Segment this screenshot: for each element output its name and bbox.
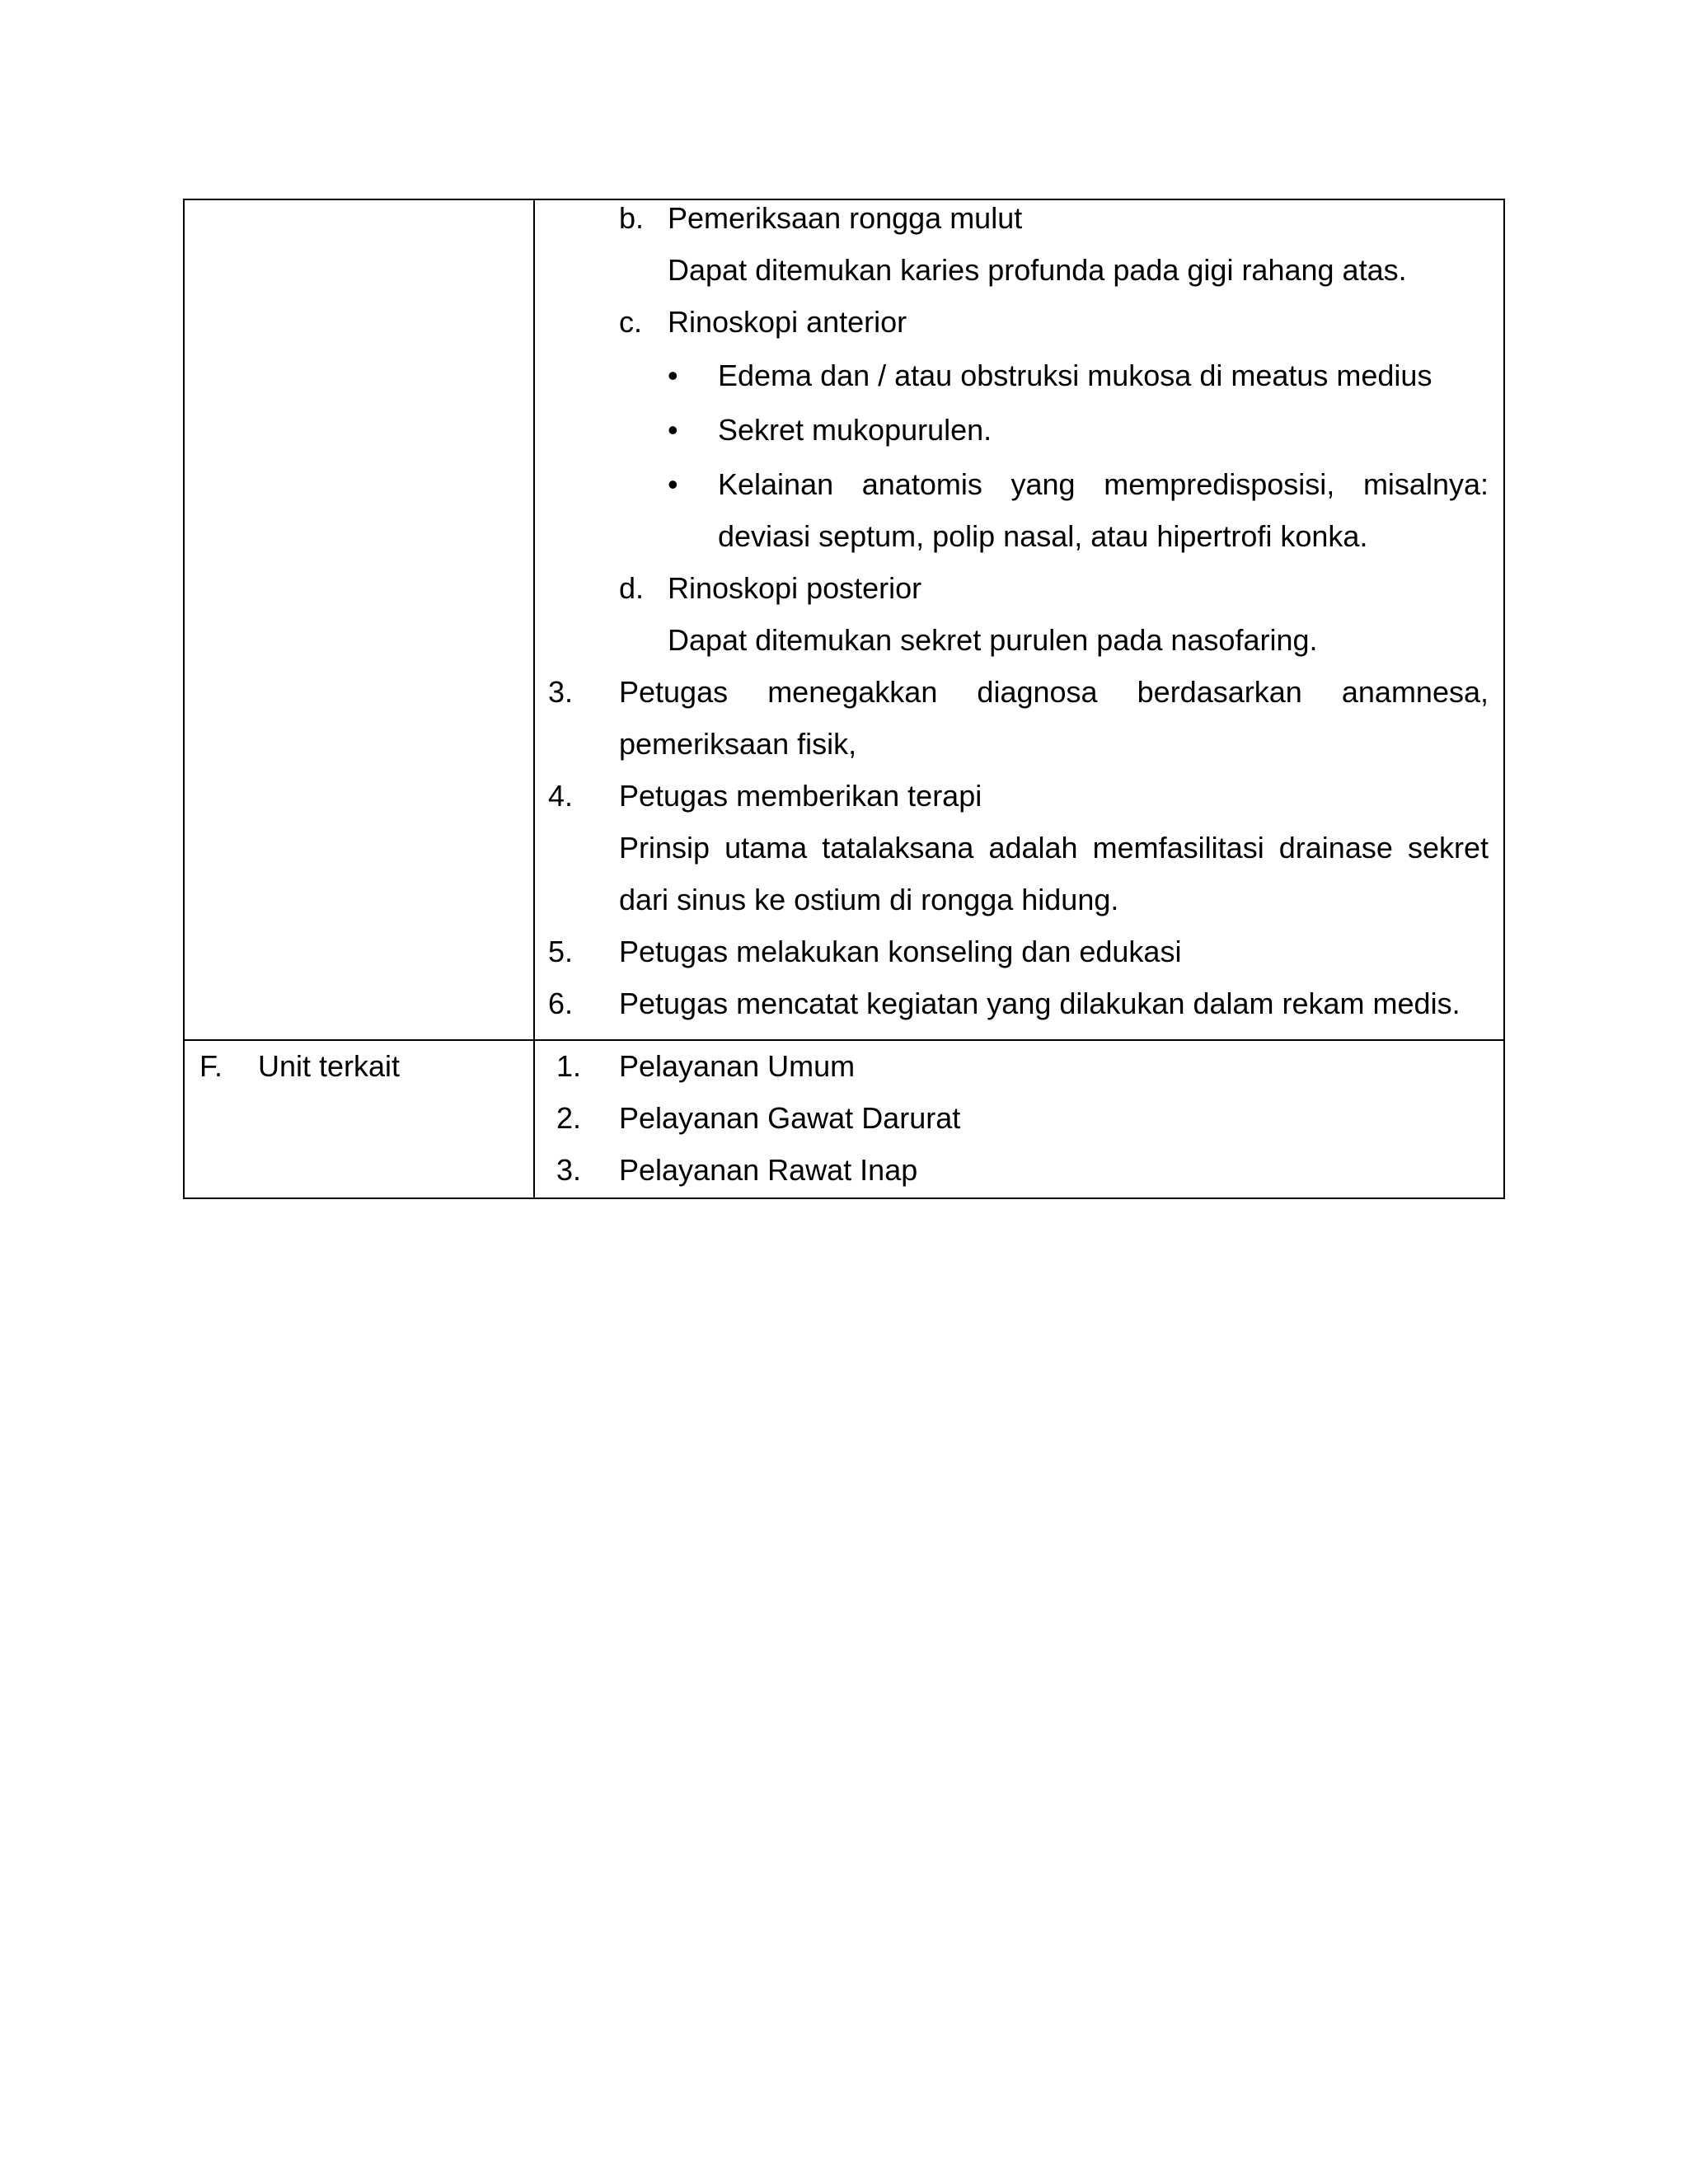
unit-item: Pelayanan Gawat Darurat	[619, 1101, 961, 1135]
exam-d-title: Rinoskopi posterior	[668, 571, 922, 605]
step-3-text-cont: pemeriksaan fisik,	[619, 727, 857, 761]
unit-number: 3.	[556, 1153, 582, 1187]
table-row	[184, 199, 1504, 1040]
exam-c-title: Rinoskopi anterior	[668, 305, 907, 339]
left-cell-empty	[184, 199, 534, 1040]
unit-item: Pelayanan Rawat Inap	[619, 1153, 918, 1187]
table-row	[184, 1040, 1504, 1198]
exam-b-text: Dapat ditemukan karies profunda pada gigi rahang atas.	[668, 253, 1407, 287]
exam-b-title: Pemeriksaan rongga mulut	[668, 201, 1023, 235]
bullet-dot-icon: •	[668, 467, 678, 501]
step-6-number: 6.	[548, 987, 574, 1020]
step-4-text: Prinsip utama tatalaksana adalah memfasilitasi drainase sekret	[619, 831, 1489, 865]
related-units-label-cell	[184, 1040, 534, 1198]
step-5-number: 5.	[548, 935, 574, 968]
exam-c-marker: c.	[619, 305, 643, 339]
exam-c-bullet-1: Edema dan / atau obstruksi mukosa di meatus medius	[718, 359, 1432, 392]
procedure-cell	[534, 199, 1504, 1040]
step-5-text: Petugas melakukan konseling dan edukasi	[619, 935, 1182, 968]
exam-b-marker: b.	[619, 201, 645, 235]
step-4-number: 4.	[548, 779, 574, 813]
sop-table	[183, 199, 1505, 1199]
unit-number: 2.	[556, 1101, 582, 1135]
step-4-text-cont: dari sinus ke ostium di rongga hidung.	[619, 883, 1119, 916]
section-label: Unit terkait	[258, 1049, 401, 1083]
step-3-text: Petugas menegakkan diagnosa berdasarkan anamnesa,	[619, 675, 1489, 709]
bullet-dot-icon: •	[668, 413, 678, 447]
step-3-number: 3.	[548, 675, 574, 709]
unit-item: Pelayanan Umum	[619, 1049, 856, 1083]
exam-d-marker: d.	[619, 571, 645, 605]
step-4-title: Petugas memberikan terapi	[619, 779, 982, 813]
step-6-text: Petugas mencatat kegiatan yang dilakukan dalam rekam medis.	[619, 987, 1461, 1020]
exam-c-bullet-2: Sekret mukopurulen.	[718, 413, 992, 447]
related-units-list-cell	[534, 1040, 1504, 1198]
unit-number: 1.	[556, 1049, 582, 1083]
exam-d-text: Dapat ditemukan sekret purulen pada nasofaring.	[668, 623, 1318, 657]
section-marker: F.	[199, 1049, 223, 1083]
exam-c-bullet-3: Kelainan anatomis yang mempredisposisi, misalnya:	[718, 467, 1489, 501]
exam-c-bullet-3-cont: deviasi septum, polip nasal, atau hipertrofi konka.	[718, 519, 1368, 553]
bullet-dot-icon: •	[668, 359, 678, 392]
